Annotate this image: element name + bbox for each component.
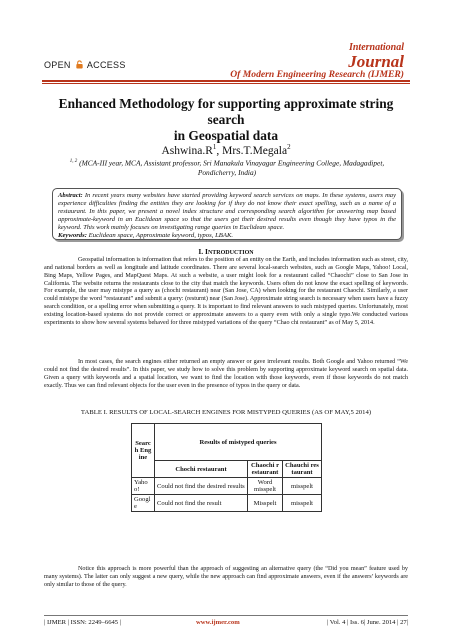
affiliation-line2: Pondicherry, India) bbox=[197, 168, 257, 178]
section-number: I. bbox=[198, 247, 204, 256]
table-cell: Could not find the desired results bbox=[155, 478, 248, 495]
header-rule-thin bbox=[42, 83, 410, 84]
table-subheader-3: Chauchi restaurant bbox=[283, 461, 322, 478]
footer-rule bbox=[44, 615, 408, 616]
open-access-left-text: OPEN bbox=[44, 60, 71, 70]
keywords-label: Keywords: bbox=[58, 231, 87, 239]
journal-name-line3: Of Modern Engineering Research (IJMER) bbox=[230, 69, 404, 80]
intro-paragraph-1: Geospatial information is information that refers to the position of an entity on the Earth, and includes information such as street, city, and national borders as well as longitude and latitude coordinates. There are several local-search websites, such as Google Maps, Yahoo! Local, Bing Maps, Yellow Pages, and MapQuest Maps. At such a website, a user might look for a restaurant called “Chaochi” close to San Jose in California. The website returns the restaurants close to the city that match the keywords. Users often do not know the exact spelling of keywords. For example, the user may mistype a query as (chochi restaurant) near (San Jose, CA) when looking for the restaurant Chaochi. Similarly, a user could mistype the word “restaurant” and submit a query: (resturnt) near (San Jose). Approximate string search is necessary when users have a fuzzy search condition, or a spelling error when submitting a query. It is important to find relevant answers to such mistyped queries. Unfortunately, most existing location-based systems do not provide correct or approximate answers to a query even with only a single typo.We conducted various experiments to show how several systems behaved for three mistyped variations of the query “Chao chi restaurant” as of May 5, 2014. bbox=[44, 257, 408, 326]
results-table bbox=[131, 423, 322, 512]
abstract-label: Abstract: bbox=[58, 192, 83, 199]
paper-title-line2: in Geospatial data bbox=[173, 128, 279, 143]
table-subheader-1: Chochi restaurant bbox=[155, 461, 248, 478]
paper-title bbox=[44, 96, 408, 144]
table-cell: Misspelt bbox=[248, 495, 283, 512]
journal-name-line2: Journal bbox=[348, 52, 404, 71]
section-heading bbox=[44, 247, 408, 256]
author-2: , Mrs.T.Megala bbox=[216, 144, 288, 157]
footer-volume: | Vol. 4 | Iss. 6| June. 2014 | 27| bbox=[326, 619, 408, 626]
table-cell: Could not find the result bbox=[155, 495, 248, 512]
table-cell-engine: Google bbox=[132, 495, 155, 512]
keywords-text: Euclidean space, Approximate keyword, typos, LBAK. bbox=[86, 231, 234, 239]
table-header-group: Results of mistyped queries bbox=[155, 424, 322, 461]
intro-paragraph-2: In most cases, the search engines either returned an empty answer or gave irrelevant results. Both Google and Yahoo returned “We could not find the desired results”. In this paper, we study how to solve this problem by supporting approximate keyword search on spatial data. Given a query with keywords and a spatial location, we want to find the location with those keywords, even if those keywords do not match exactly. Thus we can find relevant objects for the user even in the presence of typos in the query or data. bbox=[44, 359, 408, 389]
table-row bbox=[132, 478, 322, 495]
author-2-sup: 2 bbox=[287, 143, 291, 151]
footer-issn: | IJMER | ISSN: 2249–6645 | bbox=[44, 619, 122, 626]
table-cell: misspelt bbox=[283, 478, 322, 495]
affiliation-sup: 1, 2 bbox=[69, 159, 78, 164]
affiliation-line1: (MCA-III year, MCA, Assistant professor, Sri Manakula Vinayagar Engineering College, Madagadipet, bbox=[79, 158, 385, 168]
affiliation bbox=[52, 157, 402, 178]
table-cell: Word misspelt bbox=[248, 478, 283, 495]
author-1-sup: 1 bbox=[212, 143, 217, 151]
section-title-rest: NTRODUCTION bbox=[207, 250, 254, 256]
author-1: Ashwina.R bbox=[161, 144, 213, 157]
open-access-logo bbox=[44, 60, 126, 70]
abstract-text: In recent years many websites have started providing keyword search services on maps. In these systems, users may experience difficulties finding the entities they are looking for if they do not know their exact spelling, such as a name of a restaurant. In this paper, we present a novel index structure and corresponding search algorithm for answering map based approximate-keyword in an Euclidean space so that the users get their desired results even though they have typos in the keyword. This work mainly focuses on investigating range queries in Euclidean space. bbox=[58, 192, 396, 231]
footer-website-link[interactable]: www.ijmer.com bbox=[196, 619, 240, 626]
table-header-engine: Search Engine bbox=[132, 424, 155, 478]
open-access-right-text: ACCESS bbox=[86, 60, 126, 70]
table-cell-engine: Yahoo! bbox=[132, 478, 155, 495]
table-cell: misspelt bbox=[283, 495, 322, 512]
intro-paragraph-3: Notice this approach is more powerful than the approach of suggesting an alternative query (the “Did you mean” feature used by many systems). The latter can only suggest a new query, while the new approach can find approximate answers, even if the answers’ keywords are only similar to those of the query. bbox=[44, 566, 408, 588]
table-row bbox=[132, 495, 322, 512]
abstract-box bbox=[52, 188, 402, 240]
table-subheader-2: Chaochi restaurant bbox=[248, 461, 283, 478]
header-rule-thick bbox=[42, 80, 410, 82]
paper-title-line1: Enhanced Methodology for supporting approximate string search bbox=[58, 96, 394, 127]
paper-authors bbox=[44, 143, 408, 157]
section-title-first: I bbox=[205, 247, 208, 256]
table-caption: TABLE I. RESULTS OF LOCAL-SEARCH ENGINES FOR MISTYPED QUERIES (AS OF MAY,5 2014) bbox=[80, 409, 372, 416]
open-lock-icon bbox=[75, 60, 84, 69]
journal-name-line1: International bbox=[348, 42, 404, 53]
